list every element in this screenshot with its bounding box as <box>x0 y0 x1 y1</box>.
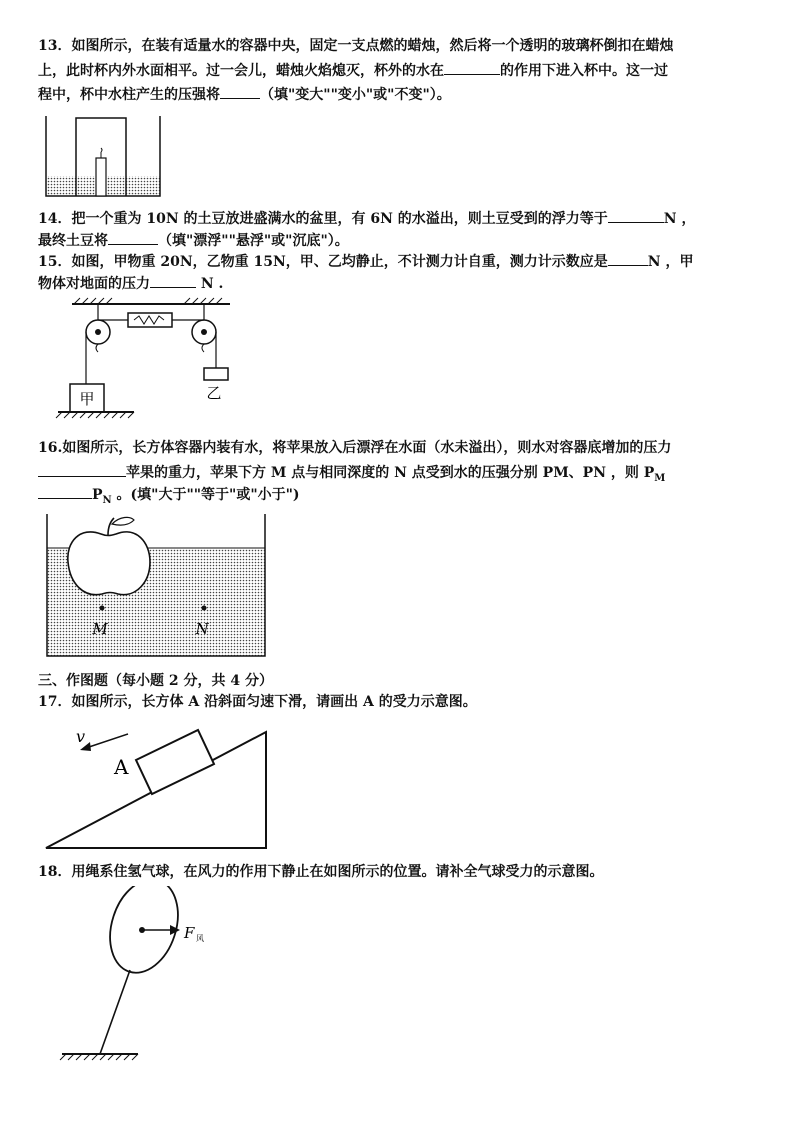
q13-text-2a: 上，此时杯内外水面相平。过一会儿，蜡烛火焰熄灭，杯外的水在 <box>38 63 444 79</box>
q14-line-1 <box>38 208 695 229</box>
q15-text-1a: 15．如图，甲物重 20N，乙物重 15N，甲、乙均静止，不计测力计自重，测力计示数应是 <box>38 254 608 270</box>
q14-text-1b: N ， <box>663 211 696 227</box>
q15-line-1 <box>38 251 693 272</box>
q13-text-3a: 程中，杯中水柱产生的压强将 <box>38 87 220 103</box>
section-3-title: 三、作图题（每小题 2 分，共 4 分） <box>38 673 273 689</box>
q13-line-1: 13．如图所示，在装有适量水的容器中央，固定一支点燃的蜡烛，然后将一个透明的玻璃杯倒扣在蜡烛 <box>38 38 674 54</box>
q16-sub-n: N <box>102 494 112 506</box>
q16-apple <box>68 532 150 595</box>
q15-text-2a: 物体对地面的压力 <box>38 276 150 292</box>
q14-line-2 <box>38 230 349 251</box>
q16-label-n: N <box>195 620 209 638</box>
q16-point-m <box>100 606 105 611</box>
q16-point-n <box>202 606 207 611</box>
q16-line-1: 16.如图所示，长方体容器内装有水，将苹果放入后漂浮在水面（水未溢出），则水对容器底增加的压力 <box>38 440 672 456</box>
q16-text-3a: P <box>92 487 103 503</box>
q14-text-2a: 最终土豆将 <box>38 233 108 249</box>
q13-line-3 <box>38 84 451 105</box>
q16-blank-2[interactable] <box>38 484 92 499</box>
q16-text-3b: 。(填"大于""等于"或"小于") <box>111 487 300 503</box>
q13-text-2b: 的作用下进入杯中。这一过 <box>500 63 668 79</box>
q14-blank-1[interactable] <box>608 208 664 223</box>
q13-line-2 <box>38 60 668 81</box>
q16-apple-figure <box>44 510 268 660</box>
q13-wick <box>101 148 102 158</box>
q15-pulley-figure <box>44 296 254 424</box>
q17-text: 17．如图所示，长方体 A 沿斜面匀速下滑，请画出 A 的受力示意图。 <box>38 694 477 710</box>
q15-text-1b: N ，甲 <box>647 254 694 270</box>
q13-candle <box>96 158 106 196</box>
q18-label-f: F <box>184 924 195 942</box>
q18-rope <box>100 970 130 1054</box>
q16-sub-m: M <box>654 472 666 484</box>
q15-blank-2[interactable] <box>150 273 196 288</box>
q16-line-3 <box>38 484 300 511</box>
q15-text-2b: N . <box>196 276 224 292</box>
q13-candle-figure <box>44 114 162 200</box>
q18-label-f-sub: 风 <box>196 934 204 943</box>
q15-line-2 <box>38 273 223 294</box>
q17-velocity-arrow <box>86 734 128 748</box>
q13-text-3b: （填"变大""变小"或"不变"）。 <box>260 87 451 103</box>
q14-text-1a: 14．把一个重为 10N 的土豆放进盛满水的盆里，有 6N 的水溢出，则土豆受到的浮力等于 <box>38 211 608 227</box>
q14-text-2b: （填"漂浮""悬浮"或"沉底"）。 <box>158 233 349 249</box>
q15-blank-1[interactable] <box>608 251 648 266</box>
q16-label-m: M <box>92 620 108 638</box>
q17-label-a: A <box>114 755 129 779</box>
q15-block-yi <box>204 368 228 380</box>
q18-text: 18．用绳系住氢气球，在风力的作用下静止在如图所示的位置。请补全气球受力的示意图。 <box>38 864 604 880</box>
q16-text-2a: 苹果的重力，苹果下方 M 点与相同深度的 N 点受到水的压强分别 PM、PN ，则 P <box>126 465 655 481</box>
q18-balloon-figure <box>56 886 246 1064</box>
q17-label-v: v <box>76 727 86 746</box>
q13-blank-1[interactable] <box>444 60 500 75</box>
q18-balloon <box>99 886 190 982</box>
q16-apple-leaf <box>112 517 134 525</box>
q17-incline-figure <box>44 722 274 852</box>
q15-label-yi: 乙 <box>206 384 222 402</box>
q15-label-jia: 甲 <box>79 390 95 408</box>
q16-blank-1[interactable] <box>38 462 126 477</box>
q14-blank-2[interactable] <box>108 230 158 245</box>
q13-blank-2[interactable] <box>220 84 260 99</box>
